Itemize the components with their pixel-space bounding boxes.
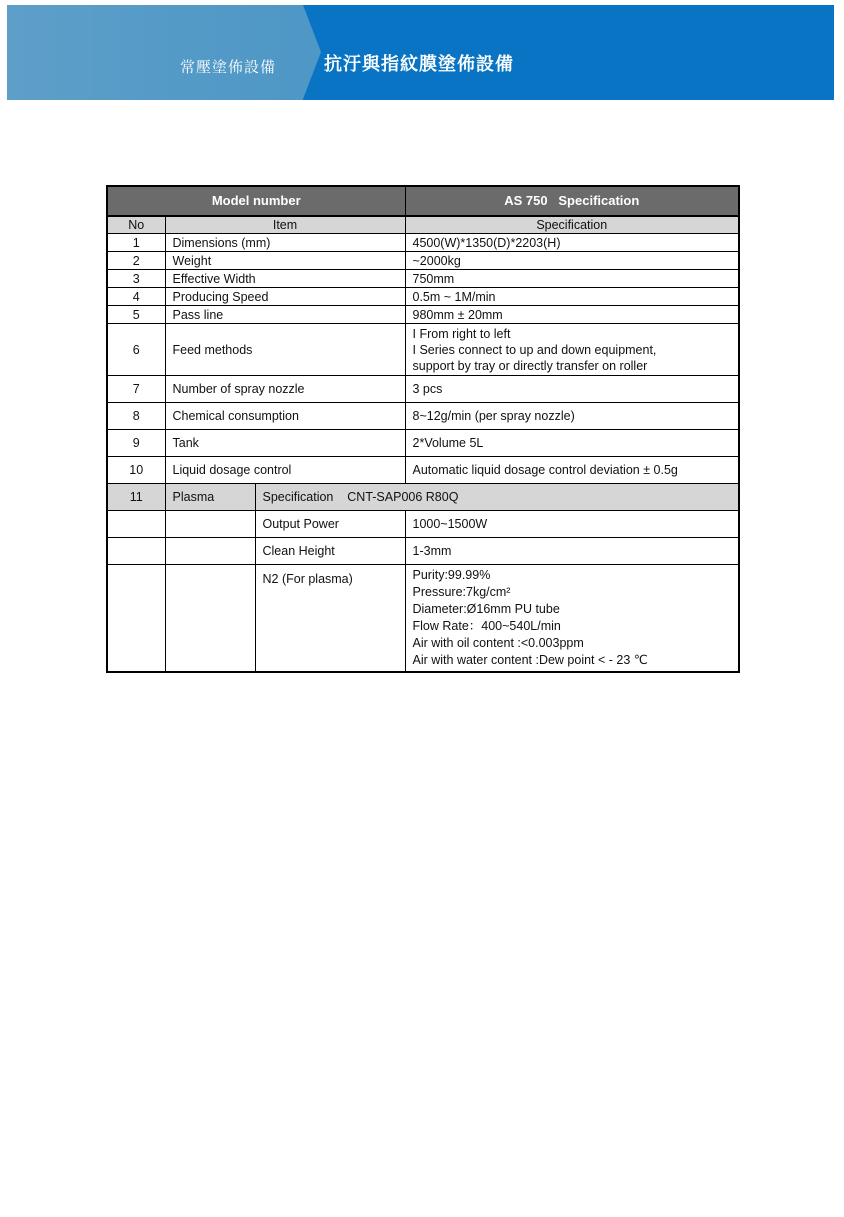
col-spec-header: Specification [405, 216, 739, 234]
empty-cell [165, 565, 255, 673]
plasma-label: Plasma [165, 484, 255, 511]
plasma-sub-item: N2 (For plasma) [255, 565, 405, 673]
empty-cell [107, 511, 165, 538]
row-item: Producing Speed [165, 288, 405, 306]
table-row [107, 270, 739, 288]
row-spec: Automatic liquid dosage control deviation ± 0.5g [405, 457, 739, 484]
row-item: Number of spray nozzle [165, 376, 405, 403]
plasma-spec-header: Specification CNT-SAP006 R80Q [255, 484, 739, 511]
spec-line: support by tray or directly transfer on roller [412, 358, 648, 373]
row-item: Weight [165, 252, 405, 270]
page-title: 抗汙與指紋膜塗佈設備 [324, 54, 514, 75]
row-item: Feed methods [165, 324, 405, 376]
model-number-header: Model number [107, 186, 405, 216]
plasma-sub-value: 1-3mm [405, 538, 739, 565]
col-no-header: No [107, 216, 165, 234]
row-no: 2 [107, 252, 165, 270]
row-spec [405, 324, 739, 376]
row-no: 11 [107, 484, 165, 511]
row-item: Pass line [165, 306, 405, 324]
row-spec: ~2000kg [405, 252, 739, 270]
table-row [107, 306, 739, 324]
spec-line: Air with oil content :<0.003ppm [412, 636, 584, 650]
table-row [107, 324, 739, 376]
table-row [107, 288, 739, 306]
row-no: 1 [107, 234, 165, 252]
table-row [107, 403, 739, 430]
table-row [107, 565, 739, 673]
spec-line: Pressure:7kg/cm² [412, 585, 511, 599]
spec-line: Flow Rate：400~540L/min [412, 619, 561, 633]
plasma-sub-item: Output Power [255, 511, 405, 538]
chevron-right-icon [303, 5, 321, 99]
row-item: Tank [165, 430, 405, 457]
row-no: 10 [107, 457, 165, 484]
row-spec: 8~12g/min (per spray nozzle) [405, 403, 739, 430]
row-no: 6 [107, 324, 165, 376]
table-row [107, 511, 739, 538]
empty-cell [165, 511, 255, 538]
row-item: Liquid dosage control [165, 457, 405, 484]
empty-cell [107, 565, 165, 673]
row-spec: 3 pcs [405, 376, 739, 403]
row-item: Chemical consumption [165, 403, 405, 430]
category-label: 常壓塗佈設備 [180, 58, 277, 76]
spec-table [106, 185, 740, 673]
table-row [107, 430, 739, 457]
row-spec: 2*Volume 5L [405, 430, 739, 457]
spec-line: Purity:99.99% [412, 568, 491, 582]
empty-cell [107, 538, 165, 565]
table-row [107, 234, 739, 252]
row-spec: 980mm ± 20mm [405, 306, 739, 324]
row-item: Dimensions (mm) [165, 234, 405, 252]
spec-line: Air with water content :Dew point < - 23 ℃ [412, 653, 648, 667]
plasma-sub-value: 1000~1500W [405, 511, 739, 538]
table-row [107, 538, 739, 565]
plasma-header-row [107, 484, 739, 511]
empty-cell [165, 538, 255, 565]
row-no: 3 [107, 270, 165, 288]
row-no: 9 [107, 430, 165, 457]
row-no: 5 [107, 306, 165, 324]
plasma-sub-item: Clean Height [255, 538, 405, 565]
row-no: 7 [107, 376, 165, 403]
spec-title-header: AS 750 Specification [405, 186, 739, 216]
row-spec: 0.5m ~ 1M/min [405, 288, 739, 306]
column-header-row [107, 216, 739, 234]
spec-line: Diameter:Ø16mm PU tube [412, 602, 560, 616]
table-row [107, 457, 739, 484]
table-title-row [107, 186, 739, 216]
table-row [107, 376, 739, 403]
row-item: Effective Width [165, 270, 405, 288]
n2-spec [405, 565, 739, 673]
row-spec: 4500(W)*1350(D)*2203(H) [405, 234, 739, 252]
row-spec: 750mm [405, 270, 739, 288]
spec-line: I From right to left [412, 326, 511, 341]
row-no: 8 [107, 403, 165, 430]
row-no: 4 [107, 288, 165, 306]
table-row [107, 252, 739, 270]
spec-line: I Series connect to up and down equipment, [412, 342, 657, 357]
header-category-band [7, 5, 303, 100]
col-item-header: Item [165, 216, 405, 234]
